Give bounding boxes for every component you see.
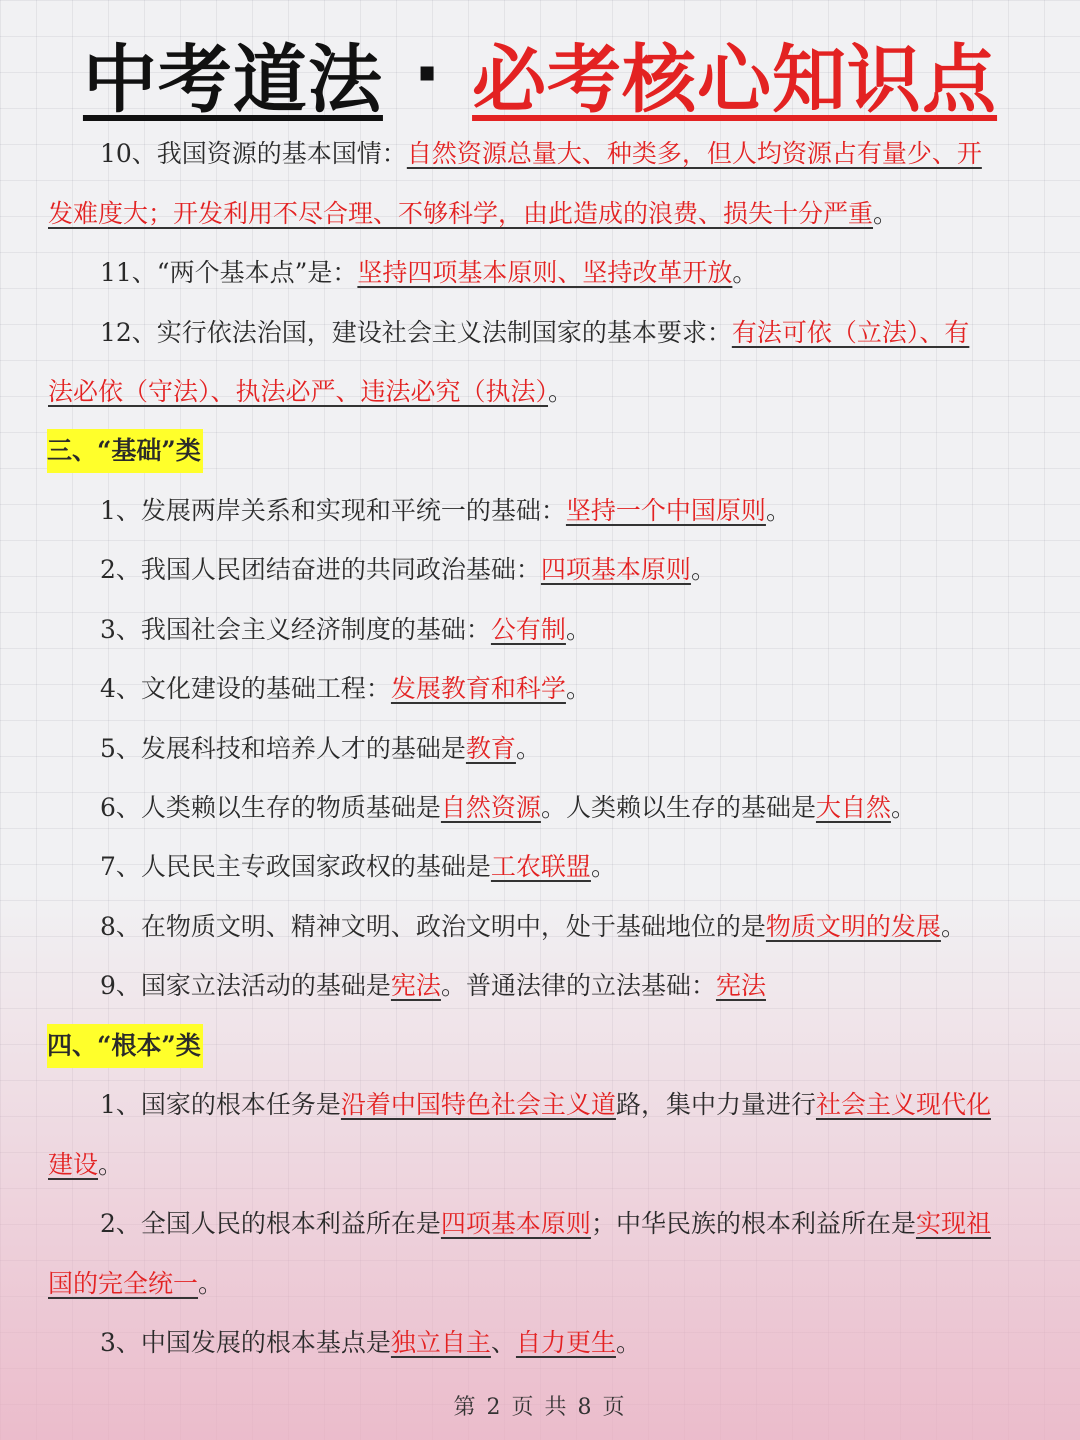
title-subject: 中考道法 (82, 37, 383, 123)
list-item (100, 727, 1060, 771)
key-answer: 有法可依（立法）、有 (731, 318, 970, 347)
item-text: 。 (548, 377, 574, 406)
item-text: 。 (940, 912, 966, 941)
key-answer: 物质文明的发展 (765, 912, 941, 941)
list-item (100, 905, 1060, 949)
item-text: 5、发展科技和培养人才的基础是 (100, 734, 466, 763)
key-answer: 建设 (48, 1150, 99, 1179)
item-text: 。 (515, 734, 541, 763)
item-text: 。 (890, 793, 916, 822)
key-answer: 发难度大；开发利用不尽合理、不够科学，由此造成的浪费、损失十分严重 (48, 199, 874, 228)
list-item (100, 608, 1060, 652)
item-text: 2、全国人民的根本利益所在是 (100, 1209, 441, 1238)
item-text: 6、人类赖以生存的物质基础是 (100, 793, 441, 822)
item-text: 10、我国资源的基本国情： (100, 139, 407, 168)
item-text: 9、国家立法活动的基础是 (100, 971, 391, 1000)
item-12-line1 (100, 311, 1060, 355)
item-text: 。 (690, 555, 716, 584)
list-item-continued (48, 1143, 1048, 1187)
key-answer: 教育 (465, 734, 516, 763)
item-text: 。 (590, 852, 616, 881)
item-text: ；中华民族的根本利益所在是 (590, 1209, 916, 1238)
key-answer: 大自然 (815, 793, 891, 822)
key-answer: 沿着中国特色社会主义道 (340, 1090, 616, 1119)
key-answer: 自然资源 (440, 793, 541, 822)
section-heading-fundamental: 四、“根本”类 (47, 1024, 203, 1068)
item-text: 3、我国社会主义经济制度的基础： (100, 615, 491, 644)
item-text: 4、文化建设的基础工程： (100, 674, 391, 703)
item-text: 7、人民民主专政国家政权的基础是 (100, 852, 491, 881)
list-item (100, 489, 1060, 533)
list-item (100, 845, 1060, 889)
item-text: 路，集中力量进行 (615, 1090, 816, 1119)
item-10-line2 (48, 192, 1048, 236)
item-text: 12、实行依法治国，建设社会主义法制国家的基本要求： (100, 318, 732, 347)
key-answer: 独立自主 (390, 1328, 491, 1357)
item-text: 8、在物质文明、精神文明、政治文明中，处于基础地位的是 (100, 912, 766, 941)
item-text: 1、国家的根本任务是 (100, 1090, 341, 1119)
list-item (100, 1083, 1060, 1127)
key-answer: 社会主义现代化 (815, 1090, 991, 1119)
title-separator: · (412, 31, 443, 117)
item-12-line2 (48, 370, 1048, 414)
key-answer: 四项基本原则 (540, 555, 691, 584)
item-text: 11、“两个基本点”是： (100, 258, 358, 287)
item-text: 。 (198, 1269, 224, 1298)
item-text: 。 (732, 258, 758, 287)
item-text: 1、发展两岸关系和实现和平统一的基础： (100, 496, 566, 525)
key-answer: 宪法 (715, 971, 766, 1000)
key-answer: 公有制 (490, 615, 566, 644)
list-item (100, 548, 1060, 592)
item-text: 。 (98, 1150, 124, 1179)
key-answer: 实现祖 (915, 1209, 991, 1238)
item-text: 。 (765, 496, 791, 525)
key-answer: 坚持一个中国原则 (565, 496, 766, 525)
list-item (100, 667, 1060, 711)
page-title (0, 24, 1080, 124)
item-text: 。人类赖以生存的基础是 (540, 793, 816, 822)
key-answer: 法必依（守法）、执法必严、违法必究（执法） (48, 377, 549, 406)
item-text: 。 (565, 615, 591, 644)
page-number: 第 2 页 共 8 页 (453, 1395, 627, 1420)
item-text: 。 (615, 1328, 641, 1357)
key-answer: 宪法 (390, 971, 441, 1000)
key-answer: 四项基本原则 (440, 1209, 591, 1238)
title-topic: 必考核心知识点 (472, 37, 998, 123)
item-text: 2、我国人民团结奋进的共同政治基础： (100, 555, 541, 584)
list-item-continued (48, 1262, 1048, 1306)
list-item (100, 964, 1060, 1008)
section-heading-foundation: 三、“基础”类 (47, 429, 203, 473)
list-item (100, 786, 1060, 830)
item-text: 。 (565, 674, 591, 703)
item-10-line1 (100, 132, 1060, 176)
item-text: 、 (490, 1328, 516, 1357)
key-answer: 工农联盟 (490, 852, 591, 881)
item-text: 3、中国发展的根本基点是 (100, 1328, 391, 1357)
list-item (100, 1321, 1060, 1365)
item-text: 。 (873, 199, 899, 228)
key-answer: 坚持四项基本原则、坚持改革开放 (357, 258, 733, 287)
key-answer: 自力更生 (515, 1328, 616, 1357)
key-answer: 发展教育和科学 (390, 674, 566, 703)
item-text: 。普通法律的立法基础： (440, 971, 716, 1000)
key-answer: 自然资源总量大、种类多，但人均资源占有量少、开 (406, 139, 982, 168)
item-11-line (100, 251, 1060, 295)
list-item (100, 1202, 1060, 1246)
key-answer: 国的完全统一 (48, 1269, 199, 1298)
